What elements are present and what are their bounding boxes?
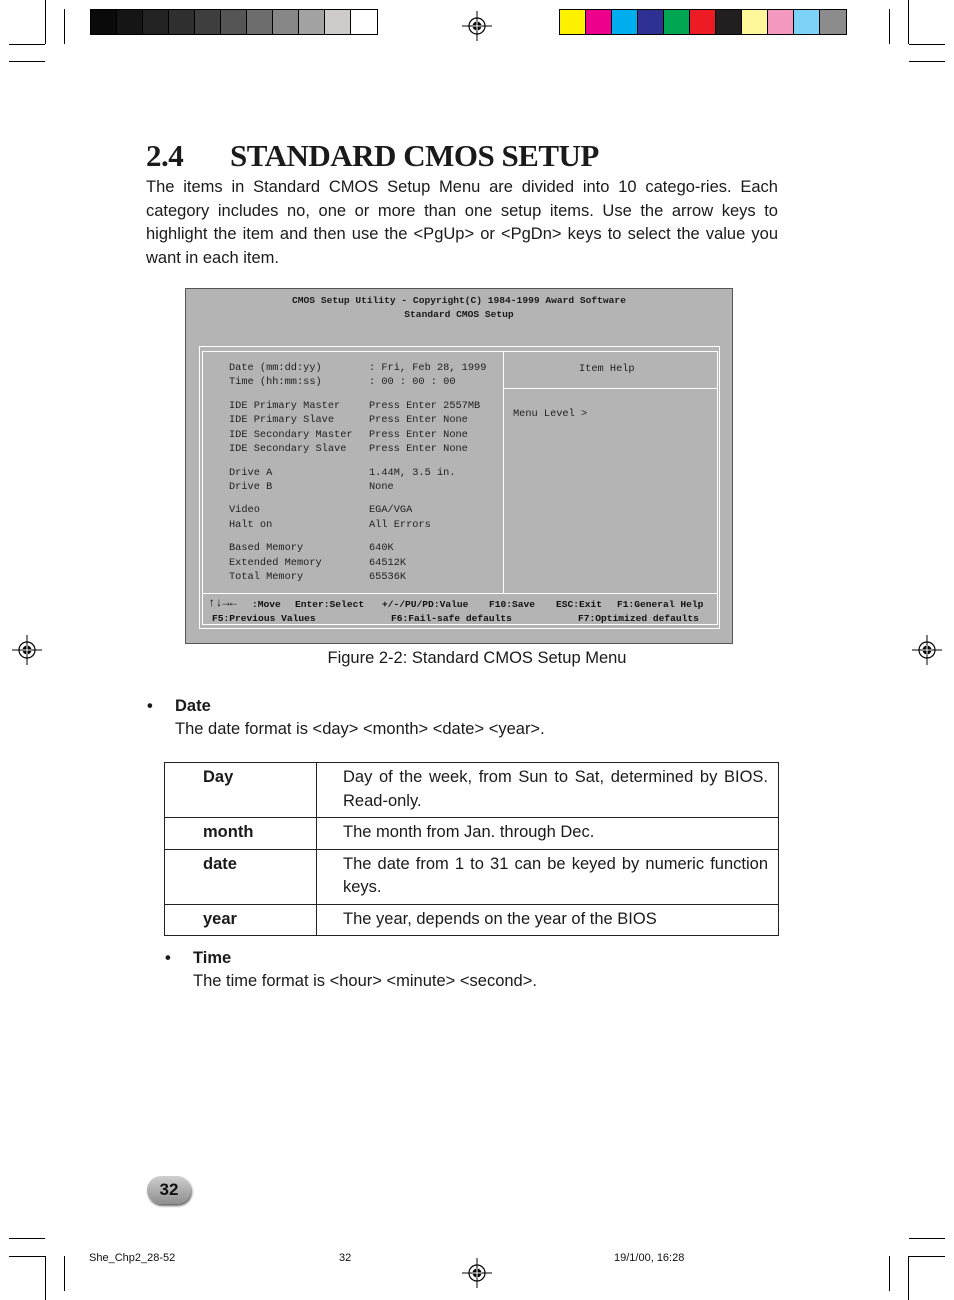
section-title: STANDARD CMOS SETUP xyxy=(230,138,599,173)
crop-mark-tr-v2 xyxy=(889,9,890,44)
table-term: date xyxy=(165,849,317,904)
crop-mark-br-v2 xyxy=(889,1256,890,1291)
crop-mark-tl-v2 xyxy=(64,9,65,44)
bios-item-label: Total Memory xyxy=(229,571,304,583)
table-term: year xyxy=(165,904,317,936)
bios-item-label[interactable]: IDE Secondary Master xyxy=(229,429,353,441)
bios-item-label[interactable]: Halt on xyxy=(229,519,273,531)
crop-mark-bl-v xyxy=(45,1256,46,1300)
bios-item-value: 640K xyxy=(369,542,394,554)
bios-header-title: Standard CMOS Setup xyxy=(404,309,514,320)
gray-swatch xyxy=(273,10,299,34)
footer-optimized-hint: F7:Optimized defaults xyxy=(578,613,699,624)
gray-swatch xyxy=(325,10,351,34)
bios-footer-divider xyxy=(202,593,718,594)
gray-swatch xyxy=(351,10,377,34)
color-calibration-strip xyxy=(559,9,847,35)
time-title: Time xyxy=(193,949,232,967)
bios-item-value[interactable]: All Errors xyxy=(369,519,431,531)
gray-swatch xyxy=(195,10,221,34)
bios-item-value[interactable]: Press Enter None xyxy=(369,414,468,426)
bios-item-value[interactable]: Press Enter 2557MB xyxy=(369,400,481,412)
slug-page: 32 xyxy=(339,1252,352,1264)
crop-mark-tr-h2 xyxy=(909,61,945,62)
bullet-icon: • xyxy=(147,697,153,715)
table-row xyxy=(165,904,779,936)
bios-item-value[interactable]: Press Enter None xyxy=(369,443,468,455)
crop-mark-br-h2 xyxy=(909,1256,945,1257)
bios-item-value: 64512K xyxy=(369,557,407,569)
crop-mark-bl-h2 xyxy=(9,1256,45,1257)
slug-filename: She_Chp2_28-52 xyxy=(89,1252,176,1264)
grayscale-calibration-strip xyxy=(90,9,378,35)
bios-inner-frame xyxy=(202,351,718,625)
color-swatch xyxy=(586,10,612,34)
crop-mark-br-v xyxy=(908,1256,909,1300)
section-number: 2.4 xyxy=(146,138,184,173)
slug-datetime: 19/1/00, 16:28 xyxy=(614,1252,685,1264)
color-swatch xyxy=(820,10,846,34)
color-swatch xyxy=(560,10,586,34)
gray-swatch xyxy=(91,10,117,34)
date-format-table xyxy=(164,762,779,936)
footer-value-hint: +/-/PU/PD:Value xyxy=(382,599,469,610)
footer-failsafe-hint: F6:Fail-safe defaults xyxy=(391,613,512,624)
bios-item-label: Extended Memory xyxy=(229,557,322,569)
bios-help-divider xyxy=(504,388,718,389)
footer-select-hint: Enter:Select xyxy=(295,599,365,610)
bios-item-label[interactable]: Drive B xyxy=(229,481,273,493)
bios-item-label[interactable]: IDE Secondary Slave xyxy=(229,443,347,455)
table-definition: Day of the week, from Sun to Sat, determined by BIOS. Read-only. xyxy=(317,763,779,818)
gray-swatch xyxy=(247,10,273,34)
table-row xyxy=(165,818,779,850)
crop-mark-br-h xyxy=(909,1238,945,1239)
footer-previous-hint: F5:Previous Values xyxy=(212,613,316,624)
intro-paragraph: The items in Standard CMOS Setup Menu are divided into 10 catego-ries. Each category includes no, one or more than one setup items. Use the arrow keys to highlight the item and then use the <PgUp> or <PgDn> keys to select the value you want in each item. xyxy=(146,178,778,268)
table-definition: The date from 1 to 31 can be keyed by numeric function keys. xyxy=(317,849,779,904)
page-number-badge: 32 xyxy=(147,1176,191,1204)
color-swatch xyxy=(768,10,794,34)
color-swatch xyxy=(690,10,716,34)
gray-swatch xyxy=(117,10,143,34)
bios-item-label[interactable]: IDE Primary Slave xyxy=(229,414,335,426)
color-swatch xyxy=(794,10,820,34)
crop-mark-tl-h xyxy=(9,44,45,45)
bios-item-value[interactable]: EGA/VGA xyxy=(369,504,413,516)
crop-mark-bl-v2 xyxy=(64,1256,65,1291)
registration-mark-icon xyxy=(462,11,492,41)
table-row xyxy=(165,849,779,904)
bios-item-label[interactable]: IDE Primary Master xyxy=(229,400,341,412)
bios-item-value[interactable]: Press Enter None xyxy=(369,429,468,441)
color-swatch xyxy=(664,10,690,34)
bios-item-value: 65536K xyxy=(369,571,407,583)
bios-header-copyright: CMOS Setup Utility - Copyright(C) 1984-1999 Award Software xyxy=(292,295,626,306)
crop-mark-tl-h2 xyxy=(9,61,45,62)
bios-item-label[interactable]: Video xyxy=(229,504,260,516)
crop-mark-tr-h xyxy=(909,44,945,45)
color-swatch xyxy=(638,10,664,34)
bios-item-label[interactable]: Date (mm:dd:yy) xyxy=(229,362,322,374)
bullet-icon: • xyxy=(165,949,171,967)
gray-swatch xyxy=(143,10,169,34)
crop-mark-bl-h xyxy=(9,1238,45,1239)
figure-caption: Figure 2-2: Standard CMOS Setup Menu xyxy=(327,649,627,667)
table-definition: The year, depends on the year of the BIOS xyxy=(317,904,779,936)
color-swatch xyxy=(612,10,638,34)
bios-item-value[interactable]: : Fri, Feb 28, 1999 xyxy=(369,362,487,374)
bios-item-label[interactable]: Drive A xyxy=(229,467,273,479)
color-swatch xyxy=(716,10,742,34)
table-term: month xyxy=(165,818,317,850)
table-row xyxy=(165,763,779,818)
bios-item-label: Based Memory xyxy=(229,542,304,554)
registration-mark-icon xyxy=(462,1258,492,1288)
footer-help-hint: F1:General Help xyxy=(617,599,704,610)
table-definition: The month from Jan. through Dec. xyxy=(317,818,779,850)
crop-mark-tl-v xyxy=(45,0,46,44)
footer-move-hint: :Move xyxy=(252,599,281,610)
crop-mark-tr-v xyxy=(908,0,909,44)
bios-item-value[interactable]: 1.44M, 3.5 in. xyxy=(369,467,456,479)
gray-swatch xyxy=(299,10,325,34)
footer-exit-hint: ESC:Exit xyxy=(556,599,603,610)
time-description: The time format is <hour> <minute> <second>. xyxy=(193,972,537,990)
table-term: Day xyxy=(165,763,317,818)
date-title: Date xyxy=(175,697,211,715)
item-help-title: Item Help xyxy=(579,363,635,375)
menu-level-text: Menu Level > xyxy=(513,408,588,420)
color-swatch xyxy=(742,10,768,34)
gray-swatch xyxy=(221,10,247,34)
bios-screen-figure xyxy=(185,288,733,644)
bios-item-label[interactable]: Time (hh:mm:ss) xyxy=(229,376,322,388)
section-heading xyxy=(146,138,599,174)
footer-save-hint: F10:Save xyxy=(489,599,536,610)
arrow-keys-icon: ↑↓→← xyxy=(208,596,237,610)
gray-swatch xyxy=(169,10,195,34)
bios-item-value[interactable]: None xyxy=(369,481,394,493)
date-description: The date format is <day> <month> <date> <year>. xyxy=(175,720,545,738)
bios-item-value[interactable]: : 00 : 00 : 00 xyxy=(369,376,456,388)
